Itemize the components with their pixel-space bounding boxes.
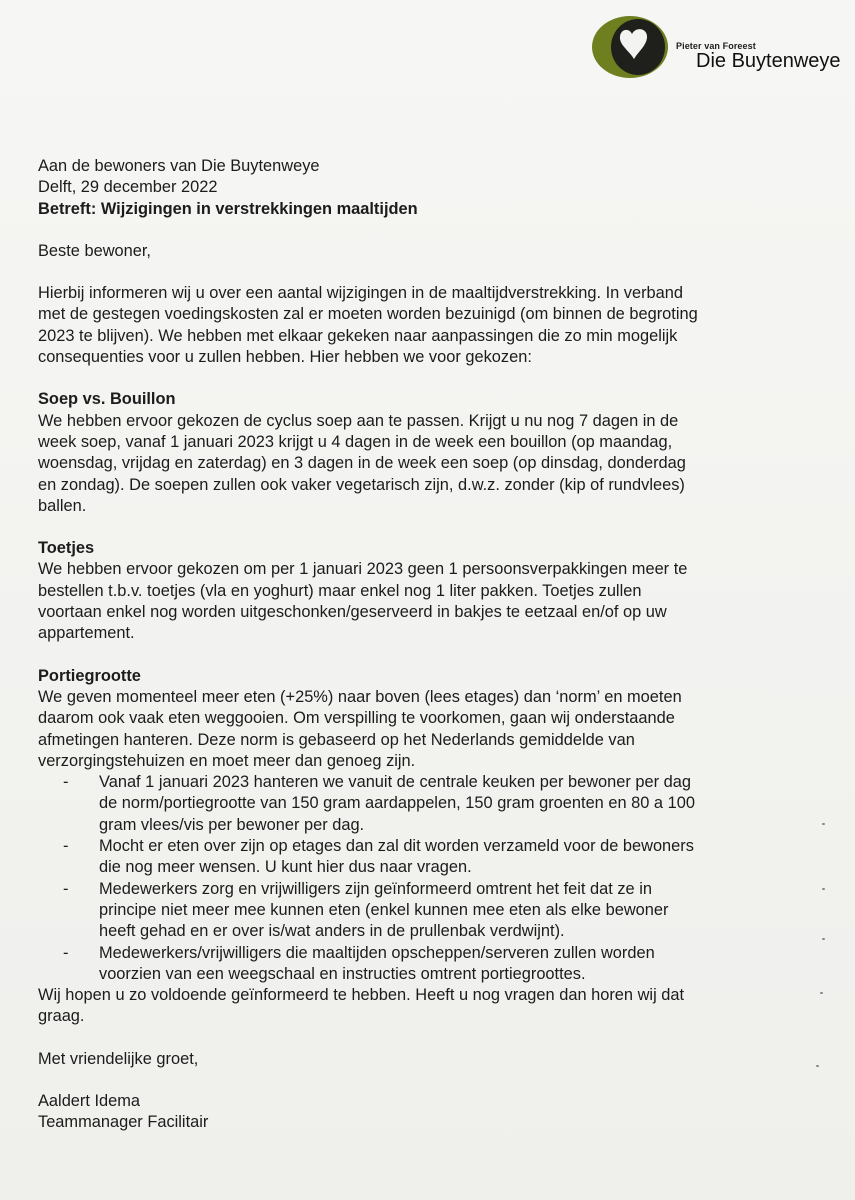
- complimentary-close: Met vriendelijke groet,: [38, 1049, 199, 1068]
- list-item: [38, 879, 828, 943]
- addressee: Aan de bewoners van Die Buytenweye: [38, 157, 320, 175]
- paragraph-line: consequenties voor u zullen hebben. Hier hebben we voor gekozen:: [38, 348, 532, 367]
- list-item-line: Medewerkers/vrijwilligers die maaltijden opscheppen/serveren zullen worden: [99, 943, 655, 962]
- list-item-line: die nog meer wensen. U kunt hier dus naar vragen.: [99, 858, 472, 877]
- bullet-dash: -: [63, 837, 69, 856]
- paragraph-line: Wij hopen u zo voldoende geïnformeerd te hebben. Heeft u nog vragen dan horen wij dat: [38, 986, 685, 1005]
- paragraph-line: We hebben ervoor gekozen om per 1 januari 2023 geen 1 persoonsverpakkingen meer te: [38, 560, 688, 579]
- list-item: [38, 943, 828, 986]
- section-portion-size: [38, 666, 828, 772]
- paragraph-line: week soep, vanaf 1 januari 2023 krijgt u 4 dagen in de week een bouillon (op maandag,: [38, 432, 673, 451]
- place-date: Delft, 29 december 2022: [38, 178, 218, 197]
- paragraph-line: daarom ook vaak eten weggooien. Om verspilling te voorkomen, gaan wij onderstaande: [38, 709, 675, 728]
- paragraph-line: en zondag). De soepen zullen ook vaker vegetarisch zijn, d.w.z. zonder (kip of rundvlees): [38, 475, 685, 494]
- paragraph-line: ballen.: [38, 496, 87, 515]
- paragraph-line: We geven momenteel meer eten (+25%) naar boven (lees etages) dan ‘norm’ en moeten: [38, 687, 682, 706]
- list-item-line: gram vlees/vis per bewoner per dag.: [99, 815, 365, 834]
- paragraph-line: graag.: [38, 1007, 85, 1026]
- paragraph-line: Hierbij informeren wij u over een aantal wijzigingen in de maaltijdverstrekking. In verband: [38, 284, 684, 303]
- signer-name: Aaldert Idema: [38, 1091, 141, 1110]
- list-item-line: heeft gehad en er over is/wat anders in de prullenbak verdwijnt).: [99, 922, 565, 941]
- bullet-list: [38, 772, 828, 985]
- bullet-dash: -: [63, 943, 69, 962]
- paragraph-line: 2023 te blijven). We hebben met elkaar gekeken naar aanpassingen die zo min mogelijk: [38, 326, 678, 345]
- list-item-line: voorzien van een weegschaal en instructies omtrent portiegroottes.: [99, 964, 586, 983]
- list-item: [38, 772, 828, 836]
- heart-emblem-icon: [590, 12, 670, 82]
- list-item-line: Medewerkers zorg en vrijwilligers zijn geïnformeerd omtrent het feit dat ze in: [99, 879, 652, 898]
- paragraph-line: afmetingen hanteren. Deze norm is gebaseerd op het Nederlands gemiddelde van: [38, 730, 635, 749]
- section-heading: Soep vs. Bouillon: [38, 390, 176, 409]
- section-desserts: [38, 538, 828, 644]
- bullet-dash: -: [63, 879, 69, 898]
- closing-paragraph: [38, 985, 828, 1028]
- intro-paragraph: [38, 283, 828, 368]
- salutation: Beste bewoner,: [38, 241, 151, 260]
- signer-title: Teammanager Facilitair: [38, 1113, 209, 1132]
- paragraph-line: bestellen t.b.v. toetjes (vla en yoghurt) maar enkel nog 1 liter pakken. Toetjes zullen: [38, 581, 642, 600]
- logo-wordmark: Die Buytenweye: [696, 50, 841, 72]
- organisation-logo: [590, 12, 850, 82]
- section-soup: [38, 389, 828, 517]
- letter-body: [38, 156, 828, 1134]
- section-heading: Toetjes: [38, 539, 95, 558]
- bullet-dash: -: [63, 773, 69, 792]
- logo-subtitle: Pieter van Foreest: [676, 41, 756, 51]
- paragraph-line: appartement.: [38, 624, 135, 643]
- paragraph-line: woensdag, vrijdag en zaterdag) en 3 dagen in de week een soep (op dinsdag, donderdag: [38, 454, 686, 473]
- list-item-line: principe niet meer mee kunnen eten (enkel kunnen mee eten als elke bewoner: [99, 900, 669, 919]
- list-item: [38, 836, 828, 879]
- paragraph-line: We hebben ervoor gekozen de cyclus soep aan te passen. Krijgt u nu nog 7 dagen in de: [38, 411, 679, 430]
- paragraph-line: voortaan enkel nog worden uitgeschonken/geserveerd in bakjes te eetzaal en/of op uw: [38, 603, 667, 622]
- list-item-line: de norm/portiegrootte van 150 gram aardappelen, 150 gram groenten en 80 a 100: [99, 794, 695, 813]
- subject-line: Betreft: Wijzigingen in verstrekkingen maaltijden: [38, 199, 418, 218]
- list-item-line: Mocht er eten over zijn op etages dan zal dit worden verzameld voor de bewoners: [99, 837, 694, 856]
- list-item-line: Vanaf 1 januari 2023 hanteren we vanuit de centrale keuken per bewoner per dag: [99, 773, 691, 792]
- paragraph-line: met de gestegen voedingskosten zal er moeten worden bezuinigd (om binnen de begroting: [38, 305, 698, 324]
- section-heading: Portiegrootte: [38, 666, 141, 685]
- paragraph-line: verzorgingstehuizen en moet meer dan genoeg zijn.: [38, 751, 416, 770]
